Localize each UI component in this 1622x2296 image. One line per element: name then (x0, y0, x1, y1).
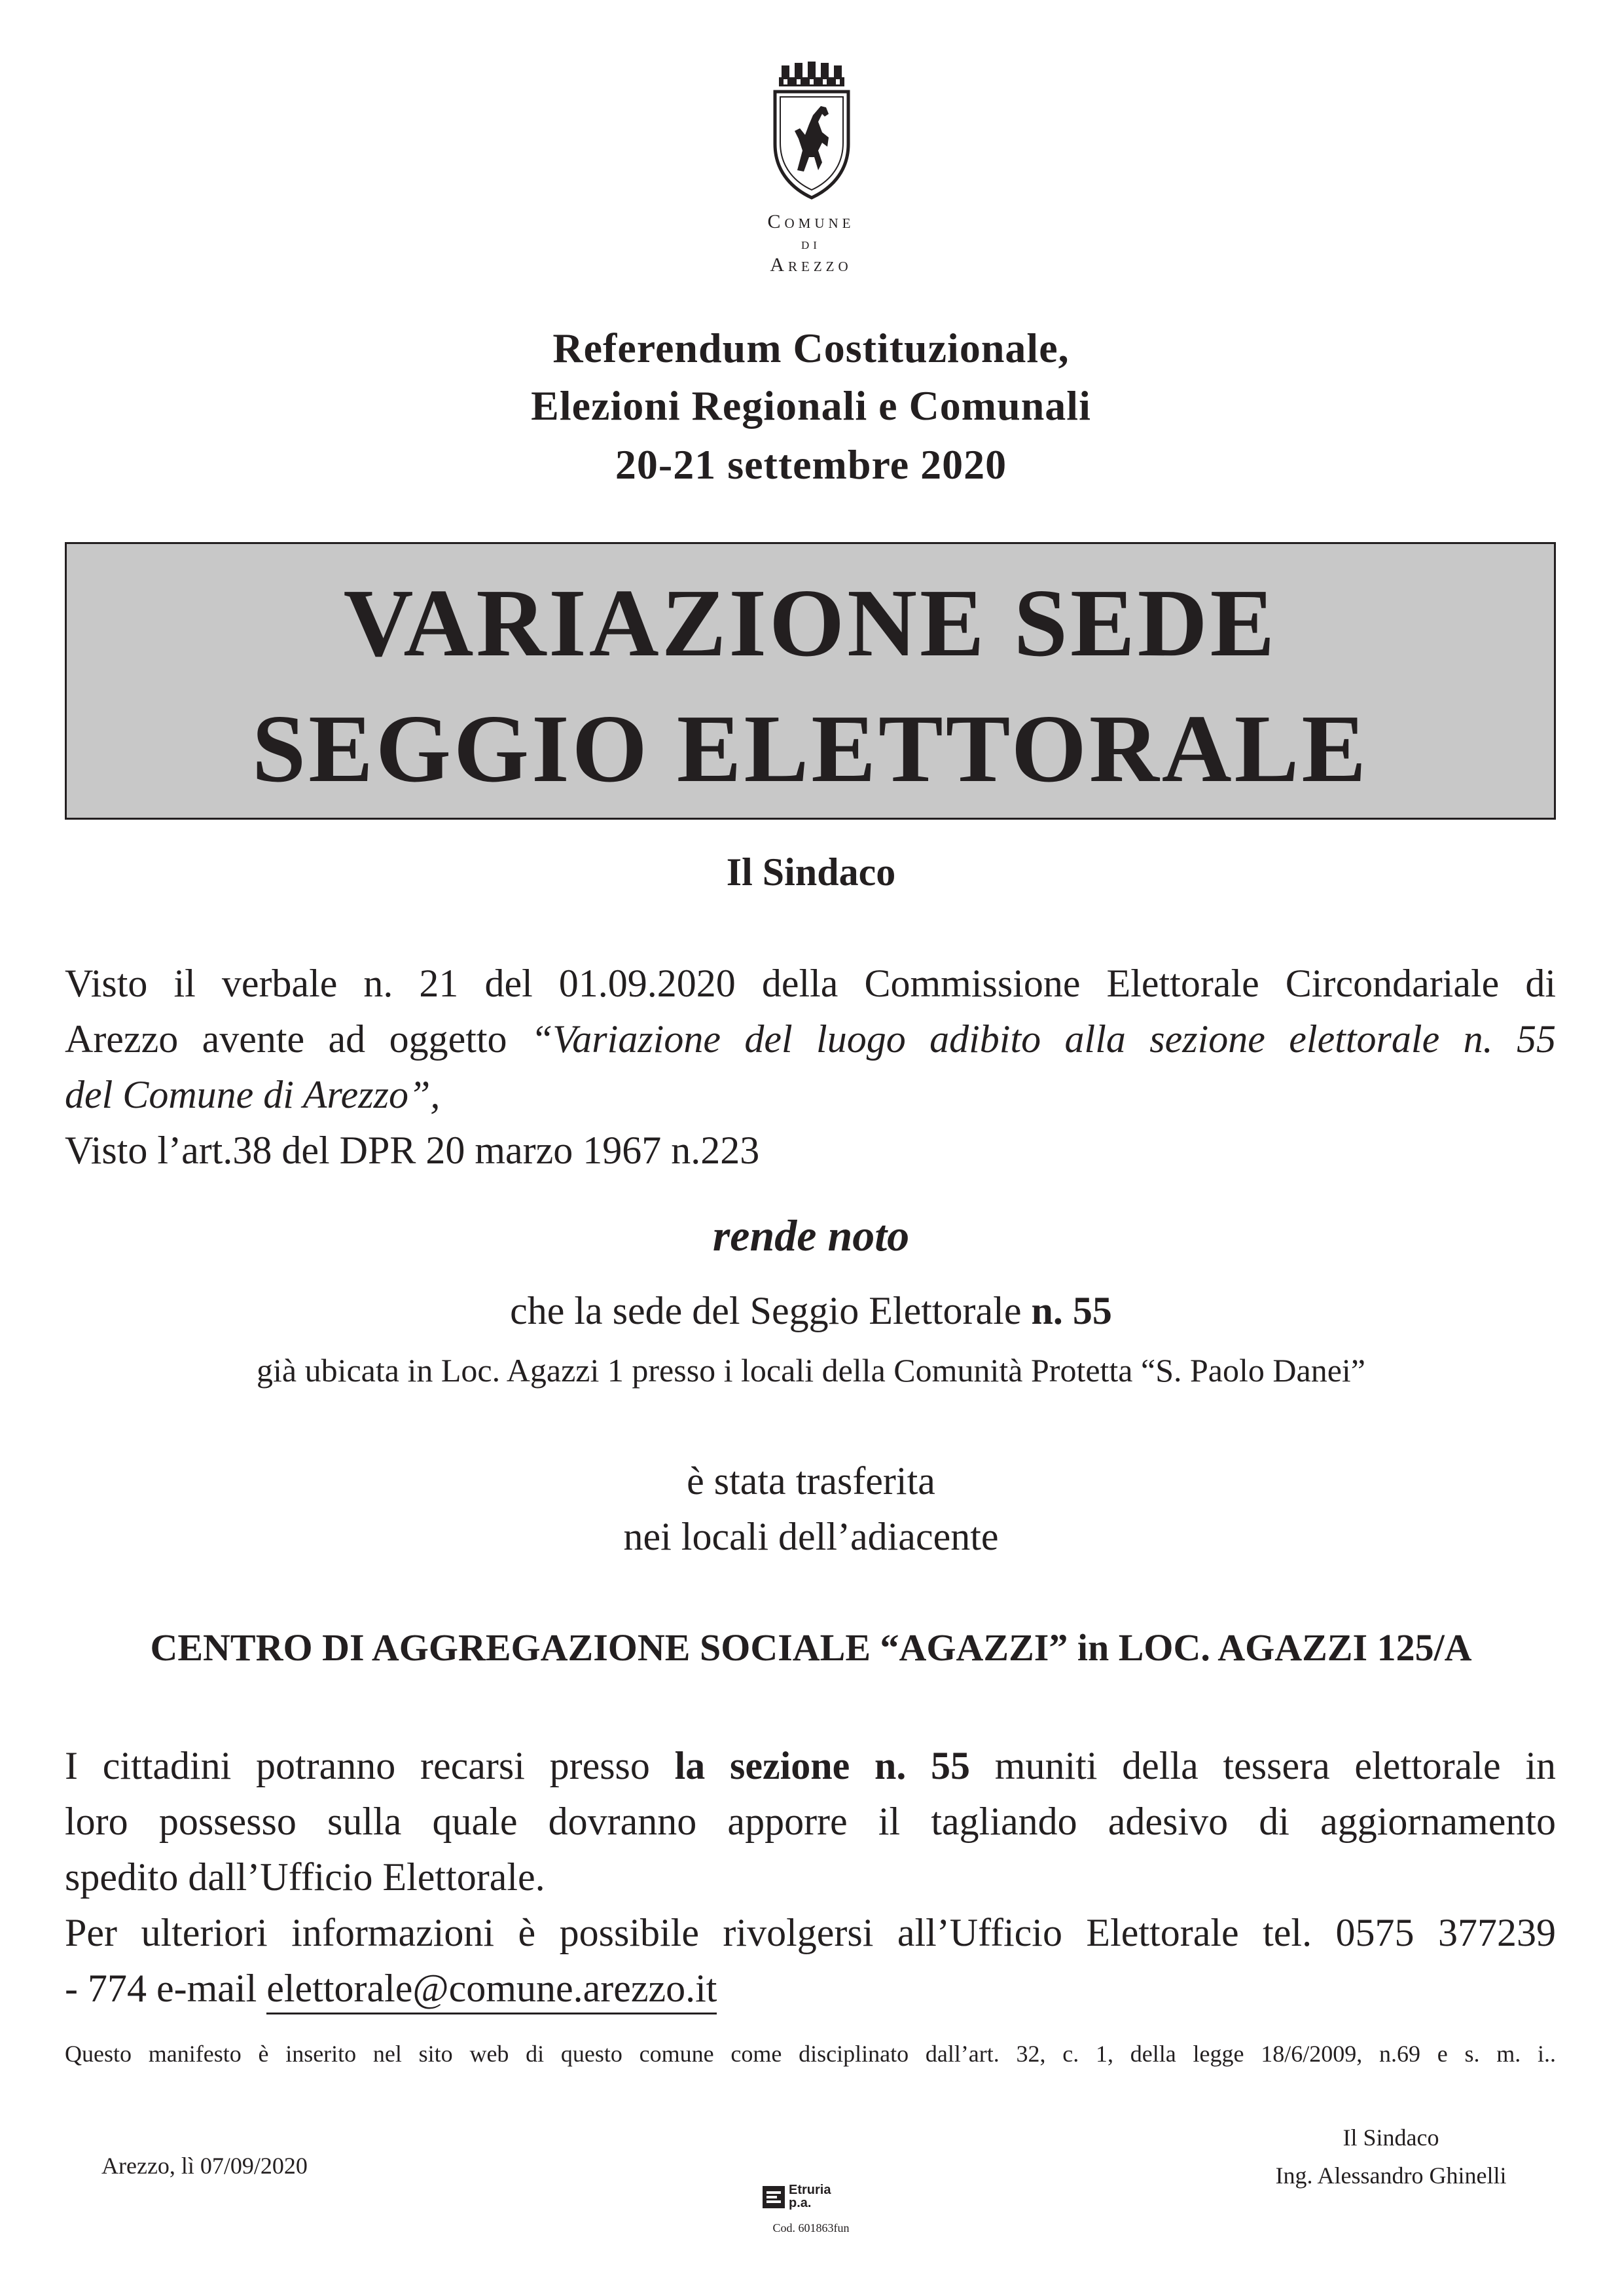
signature-name: Ing. Alessandro Ghinelli (1275, 2162, 1507, 2189)
preamble-line2-prefix: Arezzo avente ad oggetto (65, 1017, 531, 1061)
printer-logo (763, 2183, 861, 2211)
rende-noto: rende noto (712, 1211, 910, 1260)
email-link[interactable]: elettorale@comune.arezzo.it (266, 1967, 717, 2014)
preamble-line1: Visto il verbale n. 21 del 01.09.2020 della Commissione Elettorale Circondariale di (65, 962, 1556, 1005)
transferred-line1: è stata trasferita (687, 1459, 935, 1503)
preamble-line4: Visto l’art.38 del DPR 20 marzo 1967 n.223 (65, 1129, 760, 1172)
printer-logo-icon (763, 2186, 785, 2208)
printer-name: Etruria (789, 2183, 831, 2197)
seggio-prefix: che la sede del Seggio Elettorale (510, 1289, 1032, 1332)
transferred-line2: nei locali dell’adiacente (623, 1515, 999, 1558)
comune-name-line2: di (801, 236, 821, 253)
title-box (65, 542, 1556, 820)
header-line1: Referendum Costituzionale, (552, 325, 1070, 371)
seggio-line (0, 1283, 1622, 1338)
info-line3: spedito dall’Ufficio Elettorale. (65, 1855, 545, 1899)
previous-location: già ubicata in Loc. Agazzi 1 presso i locali della Comunità Protetta “S. Paolo Danei” (257, 1352, 1365, 1389)
info-line5-prefix: - 774 e-mail (65, 1967, 267, 2010)
new-location: CENTRO DI AGGREGAZIONE SOCIALE “AGAZZI” in LOC. AGAZZI 125/A (150, 1626, 1472, 1669)
header-line2: Elezioni Regionali e Comunali (531, 382, 1091, 429)
info-section-number: la sezione n. 55 (674, 1744, 971, 1787)
comune-name-line3: Arezzo (770, 254, 852, 276)
info-line1-prefix: I cittadini potranno recarsi presso (65, 1744, 675, 1787)
info-line2: loro possesso sulla quale dovranno apporre il tagliando adesivo di aggiornamento (65, 1800, 1556, 1843)
printer-suffix: p.a. (789, 2196, 812, 2210)
coat-of-arms-icon (766, 59, 857, 210)
preamble-line3: del Comune di Arezzo”, (65, 1073, 441, 1116)
signature-title: Il Sindaco (1343, 2124, 1439, 2151)
info-line1 (65, 1738, 1556, 1793)
preamble-line2 (65, 1011, 1556, 1066)
title-line1: VARIAZIONE SEDE (343, 570, 1278, 677)
info-line1-suffix: muniti della tessera elettorale in (970, 1744, 1556, 1787)
title-line2: SEGGIO ELETTORALE (251, 695, 1369, 803)
legal-footnote: Questo manifesto è inserito nel sito web di questo comune come disciplinato dall’art. 32, c. 1, della legge 18/6/2009, n.69 e s. m. i.. (65, 2041, 1556, 2067)
info-line5 (65, 1961, 1556, 2016)
printer-code: Cod. 601863fun (772, 2221, 850, 2234)
place-date: Arezzo, lì 07/09/2020 (101, 2153, 308, 2179)
subtitle: Il Sindaco (726, 850, 896, 894)
seggio-number: n. 55 (1031, 1289, 1112, 1332)
header-line3: 20-21 settembre 2020 (615, 441, 1007, 488)
comune-name-line1: Comune (767, 211, 855, 232)
info-line4: Per ulteriori informazioni è possibile rivolgersi all’Ufficio Elettorale tel. 0575 377239 (65, 1911, 1556, 1954)
preamble-object-italic: “Variazione del luogo adibito alla sezione elettorale n. 55 (530, 1017, 1556, 1061)
